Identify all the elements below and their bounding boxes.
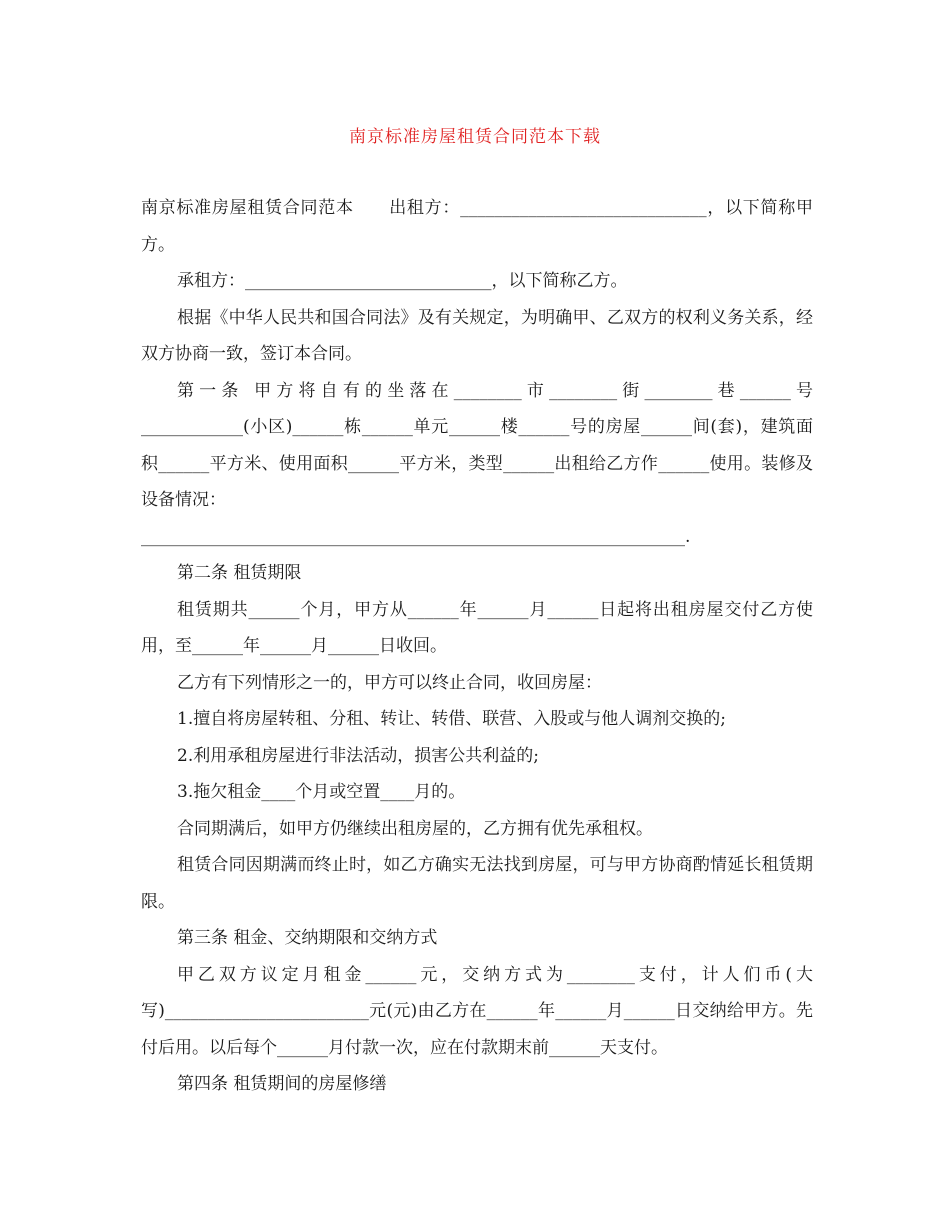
heading-article-2: 第二条 租赁期限	[177, 563, 302, 583]
paragraph-priority-renewal: 合同期满后，如甲方仍继续出租房屋的，乙方拥有优先承租权。	[177, 818, 653, 839]
paragraph-article-1: 第一条 甲方将自有的坐落在________市________街________巷______号____________(小区)______栋______单元______楼______号的房屋______间(套)，建筑面积______平方米、使用面积______平方米，类型______出租给乙方作______使用。装修及设备情况：	[141, 380, 813, 510]
paragraph-equipment-blank: ________________________________________________________________.	[141, 526, 691, 547]
paragraph-rent-payment: 甲乙双方议定月租金______元，交纳方式为________支付，计人们币(大写)________________________元(元)由乙方在______年______月______日交纳给甲方。先付后用。以后每个______月付款一次，应在付款期末前______天支付。	[141, 964, 813, 1058]
heading-article-4: 第四条 租赁期间的房屋修缮	[177, 1074, 387, 1094]
paragraph-lease-term: 租赁期共______个月，甲方从______年______月______日起将出租房屋交付乙方使用，至______年______月______日收回。	[141, 599, 813, 656]
paragraph-lessee: 承租方：_____________________________，以下简称乙方。	[177, 271, 628, 291]
paragraph-lessor: 南京标准房屋租赁合同范本 出租方：_____________________________，以下简称甲方。	[141, 198, 813, 255]
paragraph-preamble: 根据《中华人民共和国合同法》及有关规定，为明确甲、乙双方的权利义务关系，经双方协商一致，签订本合同。	[141, 307, 813, 364]
paragraph-extension: 租赁合同因期满而终止时，如乙方确实无法找到房屋，可与甲方协商酌情延长租赁期限。	[141, 855, 813, 912]
list-item-1: 1.擅自将房屋转租、分租、转让、转借、联营、入股或与他人调剂交换的;	[177, 709, 726, 729]
heading-article-3: 第三条 租金、交纳期限和交纳方式	[177, 928, 438, 948]
paragraph-termination-intro: 乙方有下列情形之一的，甲方可以终止合同，收回房屋：	[177, 672, 602, 693]
list-item-3: 3.拖欠租金____个月或空置____月的。	[177, 782, 466, 802]
list-item-2: 2.利用承租房屋进行非法活动，损害公共利益的;	[177, 745, 539, 766]
document-title: 南京标准房屋租赁合同范本下载	[349, 127, 601, 147]
document-body	[141, 190, 813, 1103]
